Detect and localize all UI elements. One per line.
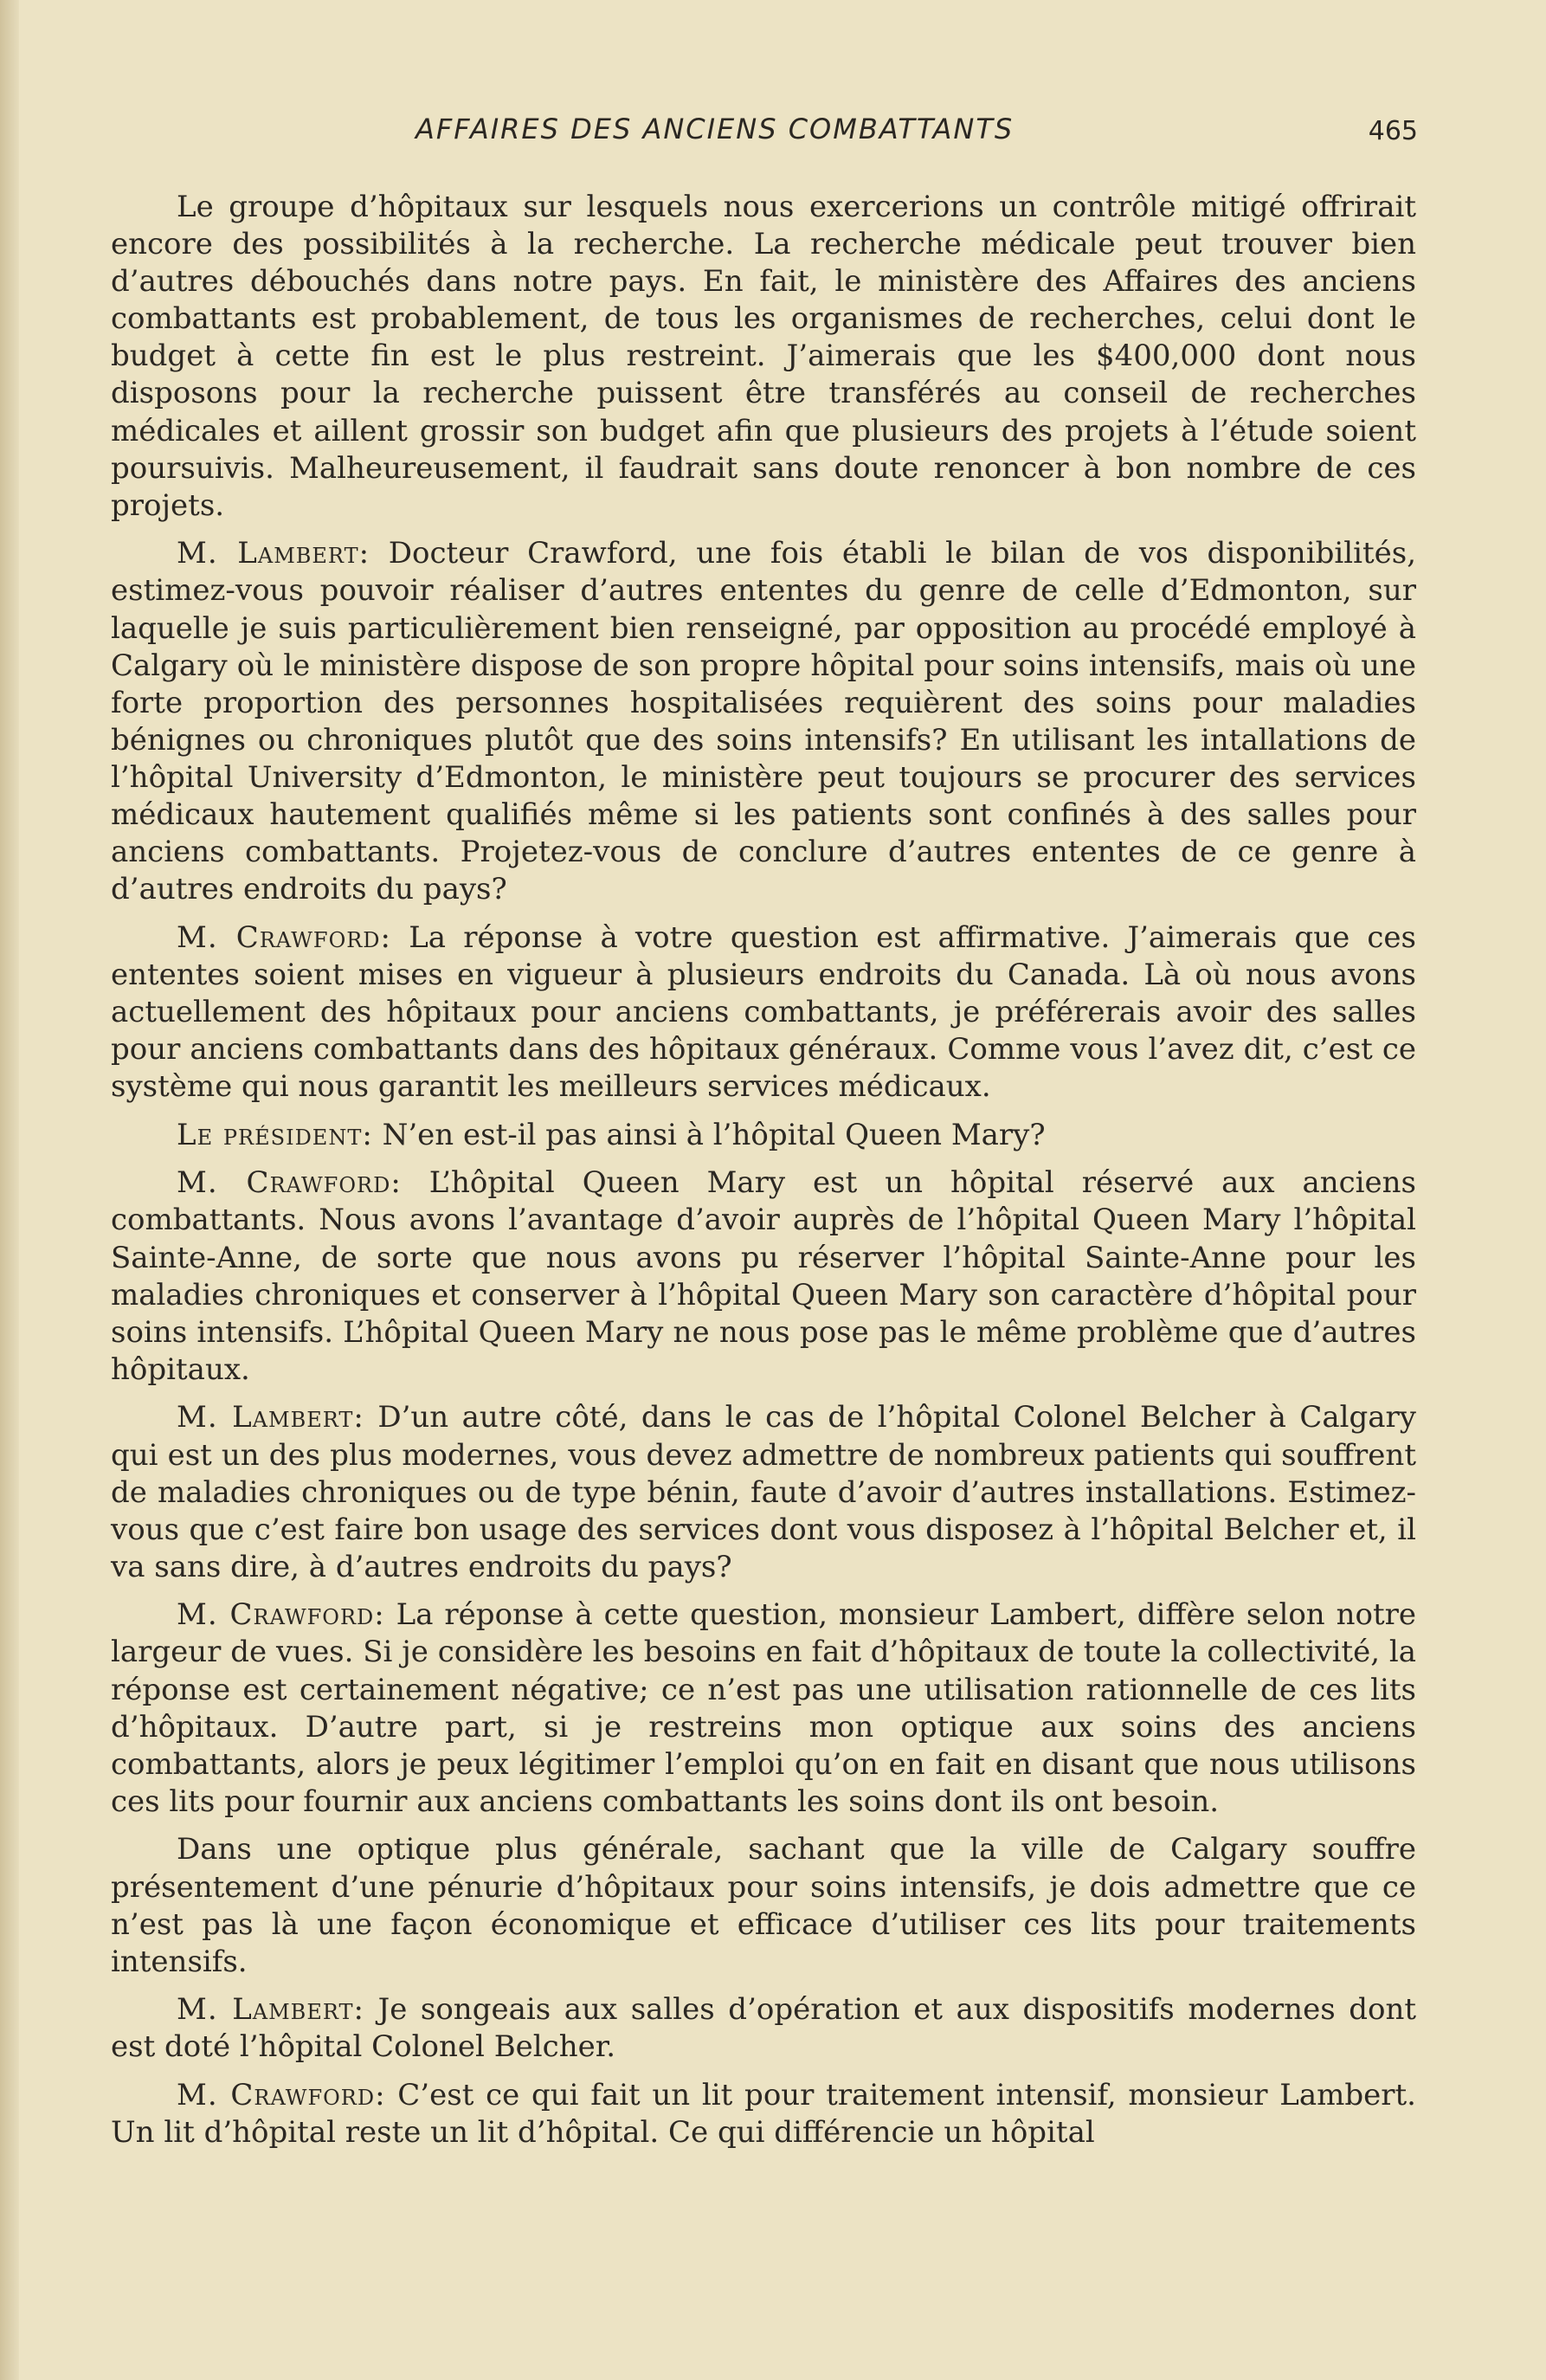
speaker-label: M. Lambert: [177,1400,364,1435]
paragraph-text: N’en est-il pas ainsi à l’hôpital Queen Mary? [382,1117,1046,1152]
page-number: 465 [1368,116,1418,146]
paragraph [111,189,1416,525]
paragraph-text: Docteur Crawford, une fois établi le bilan de vos disponibilités, estimez-vous pouvoir réaliser d’autres ententes du genre de celle d’Edmonton, sur laquelle je suis particulièrement bien renseigné, par opposition au procédé employé à Calgary où le ministère dispose de son propre hôpital pour soins intensifs, mais où une forte proportion des personnes hospitalisées requièrent des soins pour maladies bénignes ou chroniques plutôt que des soins intensifs? En utilisant les intallations de l’hôpital University d’Edmonton, le ministère peut toujours se procurer des services médicaux hautement qualifiés même si les patients sont confinés à des salles pour anciens combattants. Projetez-vous de conclure d’autres ententes de ce genre à d’autres endroits du pays? [111,536,1417,907]
running-title: AFFAIRES DES ANCIENS COMBATTANTS [415,113,1015,145]
paragraph [111,1991,1416,2066]
speaker-label: Le président: [177,1117,373,1152]
speaker-label: M. Lambert: [177,536,370,571]
paragraph-text: Je songeais aux salles d’opération et aux dispositifs modernes dont est doté l’hôpital Colonel Belcher. [111,1992,1417,2065]
paragraph [111,919,1416,1106]
paragraph [111,1117,1416,1154]
paragraph [111,535,1416,908]
speaker-label: M. Crawford: [177,1597,385,1633]
speaker-label: M. Lambert: [177,1992,364,2028]
speaker-label: M. Crawford: [177,2078,386,2112]
paragraph-text: La réponse à cette question, monsieur Lambert, diffère selon notre largeur de vues. Si je considère les besoins en fait d’hôpitaux de toute la collectivité, la réponse est certainement négative; ce n’est pas une utilisation rationnelle de ces lits d’hôpitaux. D’autre part, si je restreins mon optique aux soins des anciens combattants, alors je peux légitimer l’emploi qu’on en fait en disant que nous utilisons ces lits pour fournir aux anciens combattants les soins dont ils ont besoin. [111,1597,1417,1819]
page-edge [0,0,19,2380]
page-header [113,113,1418,164]
paragraph-text: D’un autre côté, dans le cas de l’hôpital Colonel Belcher à Calgary qui est un des plus modernes, vous devez admettre de nombreux patients qui souffrent de maladies chroniques ou de type bénin, faute d’avoir d’autres installations. Estimez-vous que c’est faire bon usage des services dont vous disposez à l’hôpital Belcher et, il va sans dire, à d’autres endroits du pays? [111,1400,1417,1584]
paragraph [111,2077,1416,2151]
paragraph-text: Dans une optique plus générale, sachant que la ville de Calgary souffre présentement d’une pénurie d’hôpitaux pour soins intensifs, je dois admettre que ce n’est pas là une façon économique et efficace d’utiliser ces lits pour traitements intensifs. [111,1832,1416,1979]
paragraph-text: C’est ce qui fait un lit pour traitement intensif, monsieur Lambert. Un lit d’hôpital reste un lit d’hôpital. Ce qui différencie un hôpital [111,2078,1416,2151]
paragraph-text: La réponse à votre question est affirmative. J’aimerais que ces ententes soient mises en vigueur à plusieurs endroits du Canada. Là où nous avons actuellement des hôpitaux pour anciens combattants, je préférerais avoir des salles pour anciens combattants dans des hôpitaux généraux. Comme vous l’avez dit, c’est ce système qui nous garantit les meilleurs services médicaux. [111,919,1417,1105]
speaker-label: M. Crawford: [177,1165,402,1201]
body-text [111,189,1416,2151]
paragraph [111,1164,1416,1389]
speaker-label: M. Crawford: [177,919,392,955]
paragraph [111,1399,1416,1585]
paragraph-text: L’hôpital Queen Mary est un hôpital réservé aux anciens combattants. Nous avons l’avantage d’avoir auprès de l’hôpital Queen Mary l’hôpital Sainte-Anne, de sorte que nous avons pu réserver l’hôpital Sainte-Anne pour les maladies chroniques et conserver à l’hôpital Queen Mary son caractère d’hôpital pour soins intensifs. L’hôpital Queen Mary ne nous pose pas le même problème que d’autres hôpitaux. [111,1165,1417,1387]
paragraph [111,1831,1416,1980]
paragraph [111,1596,1416,1821]
paragraph-text: Le groupe d’hôpitaux sur lesquels nous exercerions un contrôle mitigé offrirait encore des possibilités à la recherche. La recherche médicale peut trouver bien d’autres débouchés dans notre pays. En fait, le ministère des Affaires des anciens combattants est probablement, de tous les organismes de recherches, celui dont le budget à cette fin est le plus restreint. J’aimerais que les $400,000 dont nous disposons pour la recherche puissent être transférés au conseil de recherches médicales et aillent grossir son budget afin que plusieurs des projets à l’étude soient poursuivis. Malheureusement, il faudrait sans doute renoncer à bon nombre de ces projets. [111,190,1416,523]
